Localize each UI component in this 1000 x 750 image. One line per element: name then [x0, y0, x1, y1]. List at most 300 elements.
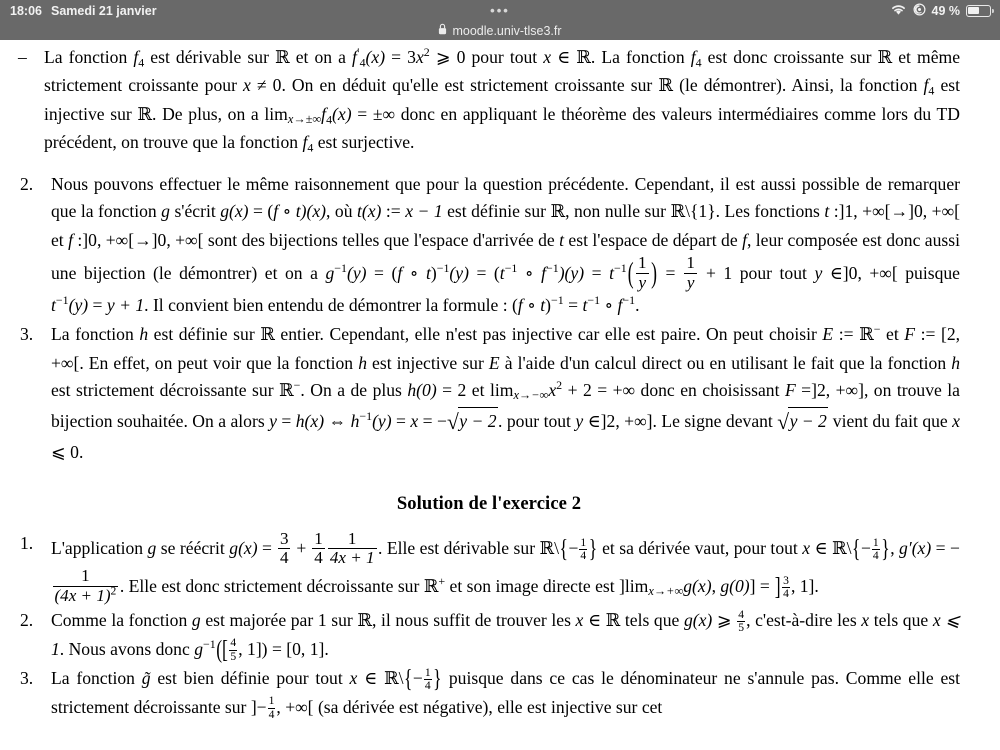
numbered-list-exercise2	[18, 530, 960, 722]
list-marker: 3.	[20, 324, 34, 345]
math-op: = −	[418, 411, 447, 432]
list-marker: 2.	[20, 610, 34, 631]
math-var: h	[951, 352, 961, 373]
fraction-denominator: y	[636, 273, 649, 292]
text-run: La fonction	[51, 668, 142, 689]
math-reals: ℝ	[658, 76, 673, 97]
math-var: f	[133, 47, 139, 67]
math-op: ∈	[551, 47, 577, 67]
math-var: g	[194, 638, 203, 659]
math-expr: x − 1	[405, 201, 443, 222]
math-expr: )(x)	[300, 201, 327, 222]
math-var: y	[269, 411, 277, 432]
fraction-1-over-y	[684, 254, 697, 292]
math-subscript: 4	[695, 55, 702, 70]
text-run: . Nous avons donc	[59, 638, 195, 659]
fraction-denominator: 4	[268, 707, 275, 721]
math-expr: g(x)	[229, 538, 258, 559]
fraction-numerator: 1	[347, 528, 357, 548]
math-op: ∘	[402, 262, 426, 283]
math-reals: ℝ	[279, 381, 294, 402]
date-label: Samedi 21 janvier	[50, 3, 157, 18]
fraction-1-over-4-small	[872, 537, 880, 562]
spacer	[18, 157, 960, 171]
math-exponent: −1	[622, 293, 636, 308]
math-t-inverse	[51, 295, 144, 315]
list-item	[18, 321, 960, 466]
text-run: est donc croissante	[701, 47, 844, 67]
math-op: , 1])	[238, 638, 268, 659]
math-reals: ℝ	[539, 539, 555, 560]
text-run: .	[635, 294, 640, 315]
math-op: = ±∞	[351, 103, 396, 124]
dash-marker: –	[18, 47, 27, 67]
math-op: = (	[366, 262, 398, 283]
math-exponent: −1	[545, 260, 559, 275]
math-var: h	[350, 411, 360, 432]
math-var: t	[499, 262, 505, 283]
math-arg: (x)	[332, 103, 352, 124]
math-op: ]lim	[619, 576, 649, 597]
math-reals: ℝ	[670, 202, 686, 223]
math-arg: )(y)	[558, 262, 585, 283]
math-exponent: −1	[587, 293, 601, 308]
location-icon	[913, 3, 926, 19]
math-var: x	[952, 411, 960, 432]
math-var: t	[559, 229, 565, 250]
dash-item-text	[44, 45, 961, 155]
math-op: ∘	[600, 294, 618, 315]
math-arg: (y)	[68, 294, 89, 315]
math-op: ∘	[278, 201, 296, 222]
text-run: , où	[326, 201, 357, 222]
math-reals: ℝ	[550, 202, 566, 223]
math-var: F	[904, 324, 916, 345]
brace-open: {	[559, 533, 568, 563]
math-f4	[690, 47, 702, 70]
list-marker: 1.	[20, 532, 34, 553]
text-run: .	[78, 442, 84, 463]
text-run: et lim	[466, 380, 514, 401]
math-exponent: −1	[202, 636, 216, 651]
text-run: La fonction	[44, 47, 134, 67]
math-exponent: −	[873, 322, 881, 337]
math-op: −	[568, 538, 579, 559]
math-composition-formula	[518, 295, 635, 315]
math-op: = −	[931, 538, 960, 559]
math-arg: (y)	[372, 411, 392, 432]
math-var: f	[273, 201, 279, 222]
text-run: et sa dérivée vaut, pour tout	[597, 538, 803, 559]
math-subscript: 4	[359, 55, 366, 70]
text-run: . Elle est donc strictement décroissante sur	[119, 576, 424, 597]
text-run: . pour tout	[498, 411, 576, 432]
math-var: E	[822, 324, 834, 345]
radicand: y − 2	[788, 407, 828, 435]
math-reals: ℝ	[137, 104, 153, 125]
fraction-numerator: 1	[686, 253, 695, 273]
math-var: E	[488, 352, 500, 373]
ex2-item2-text	[51, 608, 960, 663]
math-op: = (	[468, 262, 500, 283]
text-run: le théorème des valeurs intermédiaires comme lors du TD précédent, on trouve que la fonction	[44, 103, 961, 153]
math-op: ∘	[522, 294, 541, 315]
fraction-1-over-4x-plus-1-squared	[53, 567, 119, 605]
text-run: et	[51, 229, 69, 250]
text-run: tels que	[869, 610, 933, 631]
math-interval: =]2, +∞]	[795, 380, 864, 401]
document-page	[0, 40, 1000, 750]
fraction-denominator: 4x + 1	[329, 548, 375, 568]
math-op: = (	[248, 201, 274, 222]
fraction-numerator: 4	[230, 636, 237, 650]
text-run: ⩾ 0 pour tout	[429, 47, 544, 67]
math-interval: ∈]2, +∞]	[583, 411, 653, 432]
text-run: Comme la fonction	[51, 610, 192, 631]
math-interval: ]0, +∞[	[908, 201, 960, 222]
math-var: x	[543, 47, 552, 67]
math-exponent: 2	[423, 45, 430, 60]
math-op: =	[276, 411, 296, 432]
brace-open: {	[852, 533, 861, 563]
math-op: −	[860, 538, 871, 559]
text-run: , on trouve la bijection souhaitée. On a alors	[51, 380, 960, 432]
numbered-list-exercise1	[18, 171, 960, 467]
ex2-item3-text	[51, 663, 960, 721]
fraction-denominator: 4	[580, 549, 587, 563]
text-run: est strictement décroissante sur	[51, 380, 280, 401]
math-exponent: −1	[550, 293, 564, 308]
text-run: pour tout	[732, 262, 815, 283]
url-bar[interactable]	[0, 21, 1000, 40]
text-run: . Le signe devant	[652, 411, 778, 432]
math-exponent: −	[293, 378, 301, 393]
document-body	[0, 40, 1000, 721]
math-var: t	[425, 262, 431, 283]
radical-sign: √	[446, 409, 459, 434]
text-run: est injective sur	[44, 75, 960, 124]
math-f4	[133, 47, 145, 70]
fraction-1-over-4-small	[579, 537, 587, 562]
math-reals: ℝ	[383, 669, 399, 690]
math-var: F	[784, 380, 796, 401]
math-expr: g(0)	[720, 576, 750, 597]
math-setminus: \{1}	[685, 201, 716, 222]
math-var: x	[415, 47, 424, 67]
math-g-inverse-equation	[325, 253, 733, 292]
math-var: g	[147, 538, 157, 559]
text-run: démontrer). Ainsi, la fonction	[703, 75, 924, 96]
list-item	[18, 607, 960, 663]
text-run: .	[814, 576, 819, 597]
radicand: y − 2	[458, 407, 498, 435]
math-var: x	[802, 538, 811, 559]
list-marker: 3.	[20, 668, 34, 689]
text-run: à l'aide d'un calcul direct ou en utilisant le fait que la fonction	[499, 352, 952, 373]
math-var: h	[358, 352, 367, 373]
fraction-denominator: 5	[738, 621, 745, 635]
math-subscript: 4	[928, 83, 935, 98]
text-run: . On en déduit qu'elle est strictement croissante sur	[281, 75, 659, 96]
text-run: . Il convient bien entendu de démontrer la formule : (	[144, 294, 518, 315]
fraction-numerator: 4	[738, 608, 745, 622]
square-root	[447, 406, 498, 439]
text-run: . Les fonctions	[715, 201, 825, 222]
math-op: :=	[915, 324, 941, 345]
fraction-3-over-4-small	[782, 575, 790, 600]
text-run: , leur composée est donc aussi une bijection (le démontrer) et on a	[51, 229, 960, 283]
math-prime: ′	[356, 45, 360, 60]
fraction-denominator: y	[684, 273, 697, 292]
math-var: g	[191, 610, 201, 631]
math-op: ⇔	[324, 411, 351, 432]
text-run: et même strictement croissante pour	[44, 47, 961, 96]
bracket-open: ]	[774, 571, 781, 601]
fraction-1-over-4	[312, 530, 325, 568]
math-op: =	[584, 262, 610, 283]
text-run: ,	[890, 538, 900, 559]
battery-percent-label: 49 %	[931, 3, 960, 18]
text-run: (le	[673, 75, 698, 96]
fraction-4-over-5-small	[737, 609, 745, 634]
math-limit-subscript: x→+∞	[648, 584, 684, 599]
radical-sign: √	[777, 409, 790, 434]
math-arrow: →	[890, 201, 909, 222]
math-arrow: →	[134, 229, 152, 250]
text-run: , c'est-à-dire les	[746, 610, 862, 631]
paren-close: )	[651, 255, 657, 290]
math-var: x	[861, 610, 870, 631]
math-op: =	[563, 294, 583, 315]
math-arg: (y)	[347, 262, 367, 283]
text-run: et on a	[289, 47, 353, 67]
fraction-numerator: 1	[81, 566, 90, 586]
math-reals: ℝ	[275, 48, 290, 68]
text-run: , il nous suffit de trouver les	[372, 610, 576, 631]
fraction-1-over-4-small	[268, 695, 276, 720]
fraction-denominator: 4	[872, 549, 879, 563]
math-reals: ℝ	[576, 48, 591, 68]
math-op: =	[657, 262, 683, 283]
fraction-3-over-4	[278, 530, 291, 568]
text-run: est	[313, 132, 338, 153]
paren-bracket-open: ([	[216, 633, 228, 663]
math-op: :=	[833, 324, 860, 345]
paren-open: (	[627, 255, 634, 290]
status-bar-right	[890, 3, 992, 19]
math-reals: ℝ	[877, 48, 893, 68]
math-expr: t(x)	[357, 201, 382, 222]
math-limit-subscript: x→±∞	[287, 112, 322, 127]
browser-chrome	[0, 0, 1000, 40]
math-op: = [0, 1]	[267, 638, 325, 659]
fraction-1-over-y	[636, 254, 649, 292]
fraction-numerator: 1	[314, 528, 323, 548]
brace-open: {	[403, 663, 413, 693]
text-run: est dérivable sur	[144, 47, 276, 67]
math-subscript: 4	[307, 140, 314, 155]
fraction-numerator: 1	[580, 535, 587, 549]
math-g-inverse-image	[194, 633, 325, 663]
math-exponent: −1	[55, 293, 69, 308]
text-run: puisque	[897, 262, 960, 283]
math-op: + 2 = +∞	[562, 380, 636, 401]
item2-text	[51, 174, 960, 315]
math-op: )	[430, 262, 437, 283]
math-interval: ∈]0, +∞[	[822, 262, 898, 283]
section-heading: Solution de l'exercice 2	[396, 492, 582, 514]
math-exponent: 2	[556, 378, 563, 393]
math-interval: :]0, +∞[	[73, 229, 135, 250]
list-item	[18, 665, 960, 721]
math-op: ∈	[583, 610, 606, 631]
text-run: est définie sur	[148, 324, 261, 345]
text-run: s'écrit	[169, 201, 221, 222]
math-f4-prime	[352, 45, 430, 70]
math-interval: [2, +∞[	[51, 324, 961, 373]
math-subscript: 4	[326, 112, 333, 127]
math-var: y	[575, 411, 584, 432]
math-expr: (4x + 1)	[54, 585, 111, 605]
math-op: =	[257, 538, 277, 559]
math-arg: (y)	[449, 262, 469, 283]
math-image-interval	[619, 571, 815, 601]
text-run: et	[880, 324, 905, 345]
fraction-numerator: 1	[638, 253, 647, 273]
math-expr: y + 1	[106, 294, 145, 315]
fraction-numerator: 1	[268, 694, 275, 708]
list-item	[18, 530, 960, 606]
math-setminus: \	[846, 538, 852, 559]
fraction-denominator: 4	[783, 586, 789, 600]
battery-fill	[968, 7, 979, 14]
math-exponent: −1	[359, 409, 373, 424]
math-op: )	[545, 294, 551, 315]
math-var: f	[617, 294, 623, 315]
text-run: . De plus, on a lim	[152, 103, 288, 124]
math-var: f	[321, 103, 327, 124]
math-op: , 1]	[790, 576, 815, 597]
math-var: g	[325, 262, 335, 283]
math-var: x	[243, 75, 251, 96]
text-run: Comme elle est strictement décroissante sur ]−	[51, 668, 960, 717]
math-interval: ]0, +∞[	[151, 229, 204, 250]
status-bar	[0, 0, 1000, 21]
math-setminus: \	[398, 668, 404, 689]
ex2-item1-text	[51, 528, 960, 605]
math-op: −	[412, 668, 423, 689]
math-var: f	[541, 262, 546, 283]
math-var: f	[302, 132, 308, 153]
math-limit-subscript: x→−∞	[513, 388, 549, 403]
fraction-denominator: 4	[314, 548, 323, 568]
text-run: . En effet, on peut voir que la fonction	[79, 352, 359, 373]
text-run: sur	[849, 47, 878, 67]
text-run: . On a de plus	[300, 380, 408, 401]
text-run: surjective.	[341, 132, 415, 153]
brace-close: }	[588, 533, 598, 563]
text-run: , non nulle sur	[565, 201, 671, 222]
list-item	[18, 44, 960, 157]
fraction-1-over-4x-plus-1	[328, 530, 377, 568]
math-var: t	[824, 201, 830, 222]
math-var: t	[51, 294, 56, 315]
math-reals: ℝ	[832, 539, 847, 560]
url-text: moodle.univ-tlse3.fr	[452, 23, 562, 38]
math-expr: h(x)	[295, 411, 325, 432]
text-run: L'application	[51, 538, 148, 559]
math-op: ≠ 0	[250, 75, 282, 96]
math-setminus: \	[554, 538, 560, 559]
text-run: , +∞[ (sa dérivée est négative), elle est injective sur cet	[276, 696, 663, 717]
text-run: entier. Cependant, elle n'est pas injective car elle est paire. On peut choisir	[274, 324, 823, 345]
lock-icon	[438, 23, 447, 38]
fraction-4-over-5-small	[229, 637, 237, 662]
math-expr: h(0)	[407, 380, 437, 401]
math-var: f	[690, 47, 696, 67]
text-run: donc en appliquant	[395, 103, 538, 124]
text-run: se réécrit	[156, 538, 230, 559]
math-op: ∘	[517, 262, 542, 283]
math-var: f	[352, 47, 357, 67]
status-bar-dots: •••	[490, 3, 510, 18]
clock: 18:06	[10, 3, 42, 18]
text-run: sont des bijections telles que l'espace d'arrivée de	[203, 229, 560, 250]
math-op: = 2	[436, 380, 467, 401]
item3-text	[51, 324, 960, 462]
math-expr: g(x)	[683, 610, 713, 631]
text-run: ,	[711, 576, 721, 597]
text-run: et son image directe est	[445, 576, 620, 597]
math-f4	[923, 75, 935, 98]
text-run: est définie sur	[442, 201, 551, 222]
math-expr: g(x)	[220, 201, 249, 222]
math-op: ]	[749, 576, 756, 597]
math-op: =	[755, 576, 775, 597]
math-arg: (x)	[365, 47, 386, 67]
wifi-icon	[890, 3, 907, 19]
list-marker: 2.	[20, 173, 34, 194]
text-run: est l'espace de départ de	[564, 229, 743, 250]
text-run: est bien définie pour tout	[150, 668, 350, 689]
square-root	[777, 406, 828, 439]
math-reals: ℝ	[357, 611, 373, 632]
math-var: x	[548, 380, 557, 401]
math-var: h	[139, 324, 149, 345]
math-var: f	[517, 294, 523, 315]
math-reals: ℝ	[605, 611, 621, 632]
math-var: x	[410, 411, 419, 432]
brace-close: }	[433, 663, 442, 693]
math-var: t	[609, 262, 614, 283]
math-expr: g(x)	[683, 576, 712, 597]
text-run: .	[324, 638, 329, 659]
math-var: f	[923, 75, 929, 96]
math-var: f	[742, 229, 747, 250]
math-reals: ℝ	[423, 577, 439, 598]
battery-icon	[966, 5, 991, 17]
text-run: Nous pouvons effectuer le même raisonnement que pour la question précédente. Cependant, il est aussi possible de remarquer que la fonction	[51, 173, 960, 222]
text-run: . Elle est dérivable sur	[378, 538, 540, 559]
math-var: g̃	[141, 668, 151, 689]
math-op: + 1	[698, 262, 733, 283]
math-exponent: −1	[436, 260, 450, 275]
math-subscript: 4	[138, 55, 145, 70]
list-item	[18, 171, 960, 320]
math-reals: ℝ	[859, 325, 874, 346]
math-f4	[321, 103, 396, 127]
fraction-numerator: 1	[872, 535, 879, 549]
